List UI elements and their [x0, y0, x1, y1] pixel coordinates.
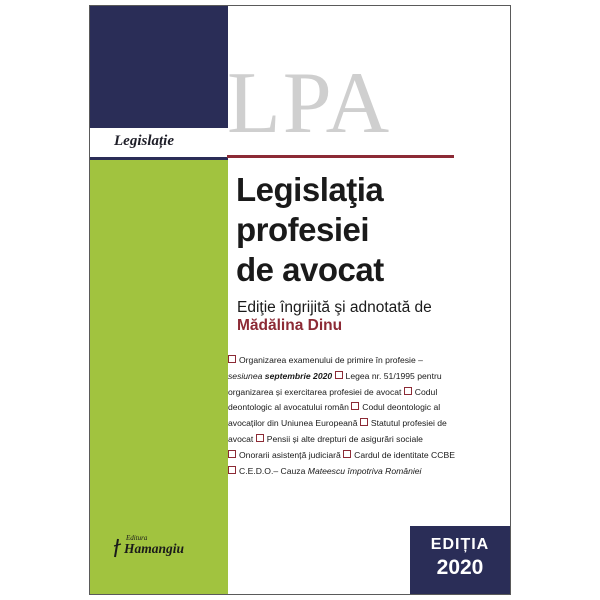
- contents-line: avocaților din Uniunea Europeană Statutul profesiei de: [228, 418, 447, 429]
- title-line-1: Legislaţia: [236, 171, 384, 208]
- contents-line: C.E.D.O.– Cauza Mateescu împotriva României: [228, 464, 490, 480]
- book-title: [236, 170, 496, 290]
- book-cover: [89, 5, 511, 595]
- series-label: Legislație: [114, 133, 174, 149]
- edition-note: Ediţie îngrijită şi adnotată de: [237, 299, 432, 316]
- author-name: Mădălina Dinu: [237, 317, 343, 334]
- publisher-logo: [110, 534, 210, 564]
- checkbox-icon: [256, 434, 264, 442]
- contents-line: Onorarii asistență judiciară Cardul de identitate CCBE: [228, 448, 490, 464]
- navy-band: [90, 6, 228, 128]
- checkbox-icon: [351, 402, 359, 410]
- lpa-logo: LPA: [227, 55, 392, 152]
- publisher-mark-icon: [112, 538, 122, 558]
- checkbox-icon: [335, 371, 343, 379]
- contents-line: deontologic al avocatului român Codul deontologic al: [228, 402, 441, 413]
- publisher-name: Hamangiu: [124, 541, 185, 556]
- checkbox-icon: [360, 418, 368, 426]
- edition-label: EDIȚIA: [430, 536, 490, 553]
- green-band: [90, 160, 228, 594]
- checkbox-icon: [343, 450, 351, 458]
- edition-year: 2020: [436, 556, 484, 579]
- contents-line: sesiunea septembrie 2020 Legea nr. 51/1995 pentru: [228, 370, 442, 381]
- contents-line: organizarea și exercitarea profesiei de avocat Codul: [228, 386, 438, 397]
- title-divider: [227, 155, 454, 158]
- title-line-3: de avocat: [236, 251, 384, 288]
- checkbox-icon: [228, 450, 236, 458]
- contents-line: avocat Pensii și alte drepturi de asigurări sociale: [228, 433, 423, 444]
- contents-line: Organizarea examenului de primire în profesie –: [228, 353, 490, 369]
- publisher-small-label: Editura: [126, 534, 148, 542]
- title-line-2: profesiei: [236, 211, 370, 248]
- checkbox-icon: [404, 387, 412, 395]
- contents-list: [228, 353, 490, 479]
- checkbox-icon: [228, 355, 236, 363]
- edition-badge: [410, 526, 510, 594]
- checkbox-icon: [228, 466, 236, 474]
